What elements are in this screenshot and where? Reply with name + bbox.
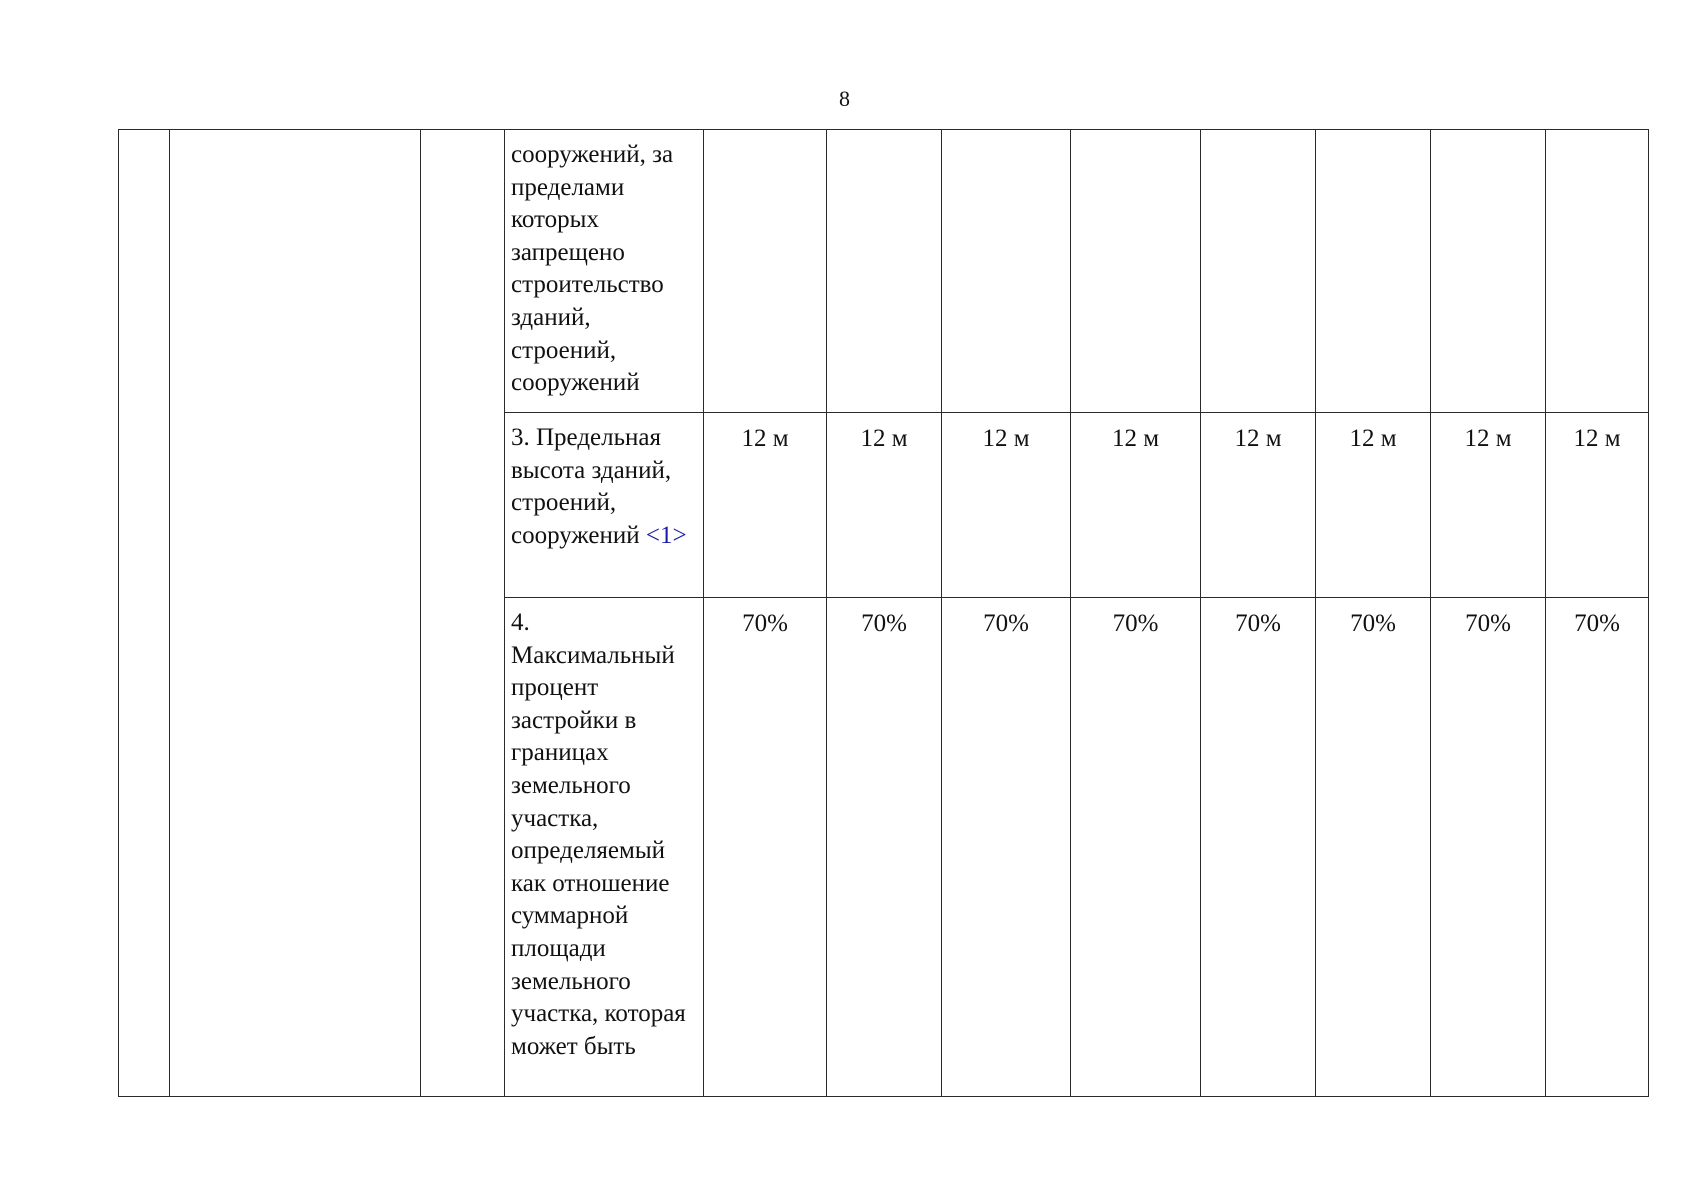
value-cell: 70% bbox=[704, 598, 827, 1097]
value-cell: 12 м bbox=[704, 413, 827, 598]
value-cell: 70% bbox=[942, 598, 1071, 1097]
value-cell: 12 м bbox=[1201, 413, 1316, 598]
parameter-text: 3. Предельная высота зданий, строений, сооружений bbox=[511, 424, 672, 549]
value-cell: 12 м bbox=[942, 413, 1071, 598]
value-cell: 70% bbox=[1431, 598, 1546, 1097]
value-cell: 70% bbox=[827, 598, 942, 1097]
value-cell bbox=[1316, 130, 1431, 413]
value-cell bbox=[827, 130, 942, 413]
parameter-cell bbox=[505, 413, 704, 598]
value-cell bbox=[1431, 130, 1546, 413]
value-cell bbox=[942, 130, 1071, 413]
value-cell: 70% bbox=[1546, 598, 1649, 1097]
value-cell: 12 м bbox=[827, 413, 942, 598]
value-cell: 70% bbox=[1316, 598, 1431, 1097]
value-cell: 12 м bbox=[1431, 413, 1546, 598]
parameter-cell bbox=[505, 130, 704, 413]
footnote-link[interactable]: <1> bbox=[645, 521, 687, 549]
parameter-cell bbox=[505, 598, 704, 1097]
table-row bbox=[119, 130, 1649, 413]
number-cell bbox=[119, 130, 170, 1097]
value-cell: 70% bbox=[1071, 598, 1201, 1097]
code-cell bbox=[421, 130, 505, 1097]
value-cell: 12 м bbox=[1316, 413, 1431, 598]
page-number: 8 bbox=[839, 86, 850, 111]
value-cell: 12 м bbox=[1071, 413, 1201, 598]
value-cell bbox=[1201, 130, 1316, 413]
parameter-text: сооружений, за пределами которых запрещено строительство зданий, строений, сооружений bbox=[511, 141, 674, 397]
value-cell bbox=[704, 130, 827, 413]
value-cell: 12 м bbox=[1546, 413, 1649, 598]
value-cell: 70% bbox=[1201, 598, 1316, 1097]
value-cell bbox=[1071, 130, 1201, 413]
regulations-table bbox=[118, 129, 1649, 1097]
value-cell bbox=[1546, 130, 1649, 413]
parameter-text: 4. Максимальный процент застройки в границах земельного участка, определяемый как отношение суммарной площади земельного участка, которая может быть bbox=[511, 609, 686, 1060]
zone-name-cell bbox=[170, 130, 421, 1097]
